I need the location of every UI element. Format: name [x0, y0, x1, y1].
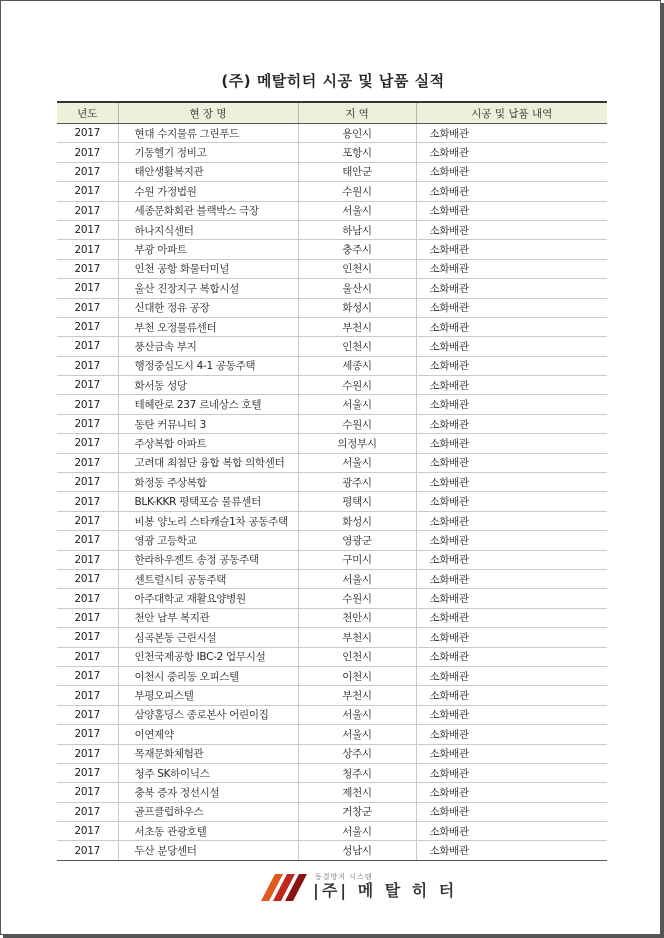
cell-site-name: 심곡본동 근린시설 — [118, 628, 298, 647]
table-row — [57, 550, 607, 569]
cell-region: 이천시 — [298, 666, 416, 685]
cell-year: 2017 — [57, 569, 118, 588]
logo-company-name: |주| 메 탈 히 터 — [313, 881, 458, 900]
cell-work: 소화배관 — [416, 240, 607, 259]
cell-work: 소화배관 — [416, 473, 607, 492]
cell-year: 2017 — [57, 822, 118, 841]
cell-region: 광주시 — [298, 473, 416, 492]
cell-site-name: 한라하우젠트 송정 공동주택 — [118, 550, 298, 569]
cell-year: 2017 — [57, 356, 118, 375]
table-row — [57, 589, 607, 608]
cell-year: 2017 — [57, 647, 118, 666]
table-row — [57, 201, 607, 220]
cell-year: 2017 — [57, 337, 118, 356]
cell-year: 2017 — [57, 763, 118, 782]
cell-year: 2017 — [57, 434, 118, 453]
cell-year: 2017 — [57, 841, 118, 860]
table-row — [57, 744, 607, 763]
table-row — [57, 414, 607, 433]
cell-work: 소화배관 — [416, 589, 607, 608]
metalheater-logo-icon — [261, 871, 307, 901]
cell-region: 수원시 — [298, 589, 416, 608]
cell-year: 2017 — [57, 686, 118, 705]
cell-region: 부천시 — [298, 686, 416, 705]
cell-year: 2017 — [57, 182, 118, 201]
cell-work: 소화배관 — [416, 822, 607, 841]
cell-region: 세종시 — [298, 356, 416, 375]
column-header-region: 지 역 — [298, 102, 416, 124]
cell-work: 소화배관 — [416, 453, 607, 472]
table-row — [57, 182, 607, 201]
cell-year: 2017 — [57, 705, 118, 724]
cell-region: 포항시 — [298, 143, 416, 162]
cell-region: 천안시 — [298, 608, 416, 627]
cell-region: 수원시 — [298, 414, 416, 433]
cell-site-name: 부평오피스텔 — [118, 686, 298, 705]
cell-region: 울산시 — [298, 279, 416, 298]
cell-year: 2017 — [57, 376, 118, 395]
cell-site-name: 울산 진장지구 복합시설 — [118, 279, 298, 298]
cell-site-name: 기동헬기 정비고 — [118, 143, 298, 162]
cell-site-name: 비봉 양노리 스타캐슬1차 공동주택 — [118, 511, 298, 530]
cell-year: 2017 — [57, 589, 118, 608]
cell-region: 평택시 — [298, 492, 416, 511]
cell-work: 소화배관 — [416, 259, 607, 278]
cell-work: 소화배관 — [416, 414, 607, 433]
cell-year: 2017 — [57, 240, 118, 259]
table-row — [57, 608, 607, 627]
cell-year: 2017 — [57, 725, 118, 744]
cell-work: 소화배관 — [416, 550, 607, 569]
cell-site-name: 이천시 중리동 오피스텔 — [118, 666, 298, 685]
cell-region: 수원시 — [298, 182, 416, 201]
table-row — [57, 763, 607, 782]
cell-year: 2017 — [57, 531, 118, 550]
cell-year: 2017 — [57, 608, 118, 627]
cell-site-name: 태안생활복지관 — [118, 162, 298, 181]
cell-work: 소화배관 — [416, 143, 607, 162]
table-row — [57, 240, 607, 259]
cell-site-name: 골프클럽하우스 — [118, 802, 298, 821]
cell-region: 서울시 — [298, 822, 416, 841]
table-row — [57, 628, 607, 647]
cell-site-name: 행정중심도시 4-1 공동주택 — [118, 356, 298, 375]
cell-year: 2017 — [57, 124, 118, 143]
table-row — [57, 666, 607, 685]
cell-work: 소화배관 — [416, 317, 607, 336]
cell-site-name: 수원 가정법원 — [118, 182, 298, 201]
cell-region: 서울시 — [298, 201, 416, 220]
cell-region: 충주시 — [298, 240, 416, 259]
table-row — [57, 492, 607, 511]
cell-work: 소화배관 — [416, 783, 607, 802]
cell-region: 구미시 — [298, 550, 416, 569]
table-row — [57, 298, 607, 317]
cell-work: 소화배관 — [416, 744, 607, 763]
cell-year: 2017 — [57, 802, 118, 821]
cell-year: 2017 — [57, 744, 118, 763]
page-title: (주) 메탈히터 시공 및 납품 실적 — [221, 72, 445, 90]
cell-work: 소화배관 — [416, 531, 607, 550]
table-row — [57, 453, 607, 472]
cell-site-name: BLK-KKR 평택포승 물류센터 — [118, 492, 298, 511]
table-row — [57, 259, 607, 278]
cell-site-name: 세종문화회관 블랙박스 극장 — [118, 201, 298, 220]
cell-work: 소화배관 — [416, 705, 607, 724]
table-row — [57, 356, 607, 375]
table-row — [57, 725, 607, 744]
cell-region: 부천시 — [298, 628, 416, 647]
table-row — [57, 822, 607, 841]
cell-work: 소화배관 — [416, 686, 607, 705]
cell-region: 하남시 — [298, 220, 416, 239]
cell-year: 2017 — [57, 492, 118, 511]
table-row — [57, 569, 607, 588]
cell-work: 소화배관 — [416, 666, 607, 685]
table-row — [57, 337, 607, 356]
cell-work: 소화배관 — [416, 298, 607, 317]
table-row — [57, 686, 607, 705]
cell-year: 2017 — [57, 317, 118, 336]
cell-year: 2017 — [57, 298, 118, 317]
cell-region: 인천시 — [298, 337, 416, 356]
table-row — [57, 162, 607, 181]
cell-year: 2017 — [57, 279, 118, 298]
table-row — [57, 220, 607, 239]
column-header-work: 시공 및 납품 내역 — [416, 102, 607, 124]
cell-site-name: 인천국제공항 IBC-2 업무시설 — [118, 647, 298, 666]
cell-site-name: 인천 공항 화물터미널 — [118, 259, 298, 278]
cell-work: 소화배관 — [416, 279, 607, 298]
cell-region: 서울시 — [298, 395, 416, 414]
cell-year: 2017 — [57, 783, 118, 802]
cell-site-name: 부광 아파트 — [118, 240, 298, 259]
cell-work: 소화배관 — [416, 802, 607, 821]
cell-work: 소화배관 — [416, 841, 607, 860]
table-row — [57, 279, 607, 298]
cell-work: 소화배관 — [416, 162, 607, 181]
cell-work: 소화배관 — [416, 647, 607, 666]
company-logo — [261, 869, 457, 903]
table-row — [57, 124, 607, 143]
cell-site-name: 현대 수지물류 그린푸드 — [118, 124, 298, 143]
table-row — [57, 143, 607, 162]
cell-work: 소화배관 — [416, 608, 607, 627]
cell-work: 소화배관 — [416, 356, 607, 375]
cell-site-name: 화서동 성당 — [118, 376, 298, 395]
cell-region: 인천시 — [298, 647, 416, 666]
cell-region: 영광군 — [298, 531, 416, 550]
table-row — [57, 531, 607, 550]
cell-work: 소화배관 — [416, 182, 607, 201]
table-row — [57, 317, 607, 336]
cell-site-name: 동탄 커뮤니티 3 — [118, 414, 298, 433]
cell-year: 2017 — [57, 162, 118, 181]
column-header-year: 년도 — [57, 102, 118, 124]
cell-region: 인천시 — [298, 259, 416, 278]
cell-site-name: 테헤란로 237 르네상스 호텔 — [118, 395, 298, 414]
cell-work: 소화배관 — [416, 395, 607, 414]
table-row — [57, 841, 607, 860]
cell-year: 2017 — [57, 473, 118, 492]
table-row — [57, 647, 607, 666]
cell-year: 2017 — [57, 628, 118, 647]
cell-site-name: 센트럴시티 공동주택 — [118, 569, 298, 588]
table-row — [57, 705, 607, 724]
cell-region: 용인시 — [298, 124, 416, 143]
cell-year: 2017 — [57, 220, 118, 239]
cell-site-name: 주상복합 아파트 — [118, 434, 298, 453]
cell-site-name: 서초동 관광호텔 — [118, 822, 298, 841]
cell-work: 소화배관 — [416, 337, 607, 356]
cell-region: 서울시 — [298, 705, 416, 724]
column-header-site-name: 현 장 명 — [118, 102, 298, 124]
cell-site-name: 두산 분당센터 — [118, 841, 298, 860]
cell-year: 2017 — [57, 201, 118, 220]
cell-site-name: 화정동 주상복합 — [118, 473, 298, 492]
table-row — [57, 395, 607, 414]
table-row — [57, 511, 607, 530]
cell-year: 2017 — [57, 453, 118, 472]
cell-work: 소화배관 — [416, 220, 607, 239]
cell-work: 소화배관 — [416, 569, 607, 588]
cell-region: 상주시 — [298, 744, 416, 763]
cell-region: 수원시 — [298, 376, 416, 395]
cell-region: 서울시 — [298, 453, 416, 472]
cell-site-name: 충북 증자 정선시설 — [118, 783, 298, 802]
cell-region: 청주시 — [298, 763, 416, 782]
cell-region: 거창군 — [298, 802, 416, 821]
cell-region: 화성시 — [298, 511, 416, 530]
cell-site-name: 청주 SK하이닉스 — [118, 763, 298, 782]
cell-site-name: 부천 오정물류센터 — [118, 317, 298, 336]
cell-site-name: 천안 남부 복지관 — [118, 608, 298, 627]
cell-year: 2017 — [57, 259, 118, 278]
cell-site-name: 목재문화체험관 — [118, 744, 298, 763]
table-row — [57, 376, 607, 395]
cell-work: 소화배관 — [416, 492, 607, 511]
cell-year: 2017 — [57, 395, 118, 414]
cell-work: 소화배관 — [416, 434, 607, 453]
cell-region: 태안군 — [298, 162, 416, 181]
cell-region: 의정부시 — [298, 434, 416, 453]
cell-site-name: 고려대 최첨단 융합 복합 의학센터 — [118, 453, 298, 472]
table-row — [57, 802, 607, 821]
performance-table — [57, 101, 607, 861]
cell-region: 서울시 — [298, 569, 416, 588]
table-row — [57, 473, 607, 492]
cell-region: 부천시 — [298, 317, 416, 336]
cell-site-name: 영광 고등학교 — [118, 531, 298, 550]
cell-year: 2017 — [57, 143, 118, 162]
table-header-row — [57, 102, 607, 124]
cell-year: 2017 — [57, 414, 118, 433]
cell-site-name: 신대한 정유 공장 — [118, 298, 298, 317]
cell-site-name: 하나지식센터 — [118, 220, 298, 239]
cell-work: 소화배관 — [416, 124, 607, 143]
cell-site-name: 삼양홀딩스 종로본사 어린이집 — [118, 705, 298, 724]
cell-year: 2017 — [57, 550, 118, 569]
table-row — [57, 783, 607, 802]
table-body — [57, 124, 607, 861]
cell-year: 2017 — [57, 666, 118, 685]
cell-work: 소화배관 — [416, 201, 607, 220]
logo-subtitle: 동결방지 시스템 — [315, 873, 373, 881]
cell-region: 서울시 — [298, 725, 416, 744]
cell-region: 제천시 — [298, 783, 416, 802]
cell-work: 소화배관 — [416, 376, 607, 395]
cell-work: 소화배관 — [416, 628, 607, 647]
table-row — [57, 434, 607, 453]
cell-work: 소화배관 — [416, 763, 607, 782]
cell-work: 소화배관 — [416, 725, 607, 744]
cell-site-name: 아주대학교 재활요양병원 — [118, 589, 298, 608]
cell-work: 소화배관 — [416, 511, 607, 530]
cell-site-name: 풍산금속 부지 — [118, 337, 298, 356]
cell-region: 성남시 — [298, 841, 416, 860]
cell-site-name: 이연제약 — [118, 725, 298, 744]
cell-year: 2017 — [57, 511, 118, 530]
cell-region: 화성시 — [298, 298, 416, 317]
